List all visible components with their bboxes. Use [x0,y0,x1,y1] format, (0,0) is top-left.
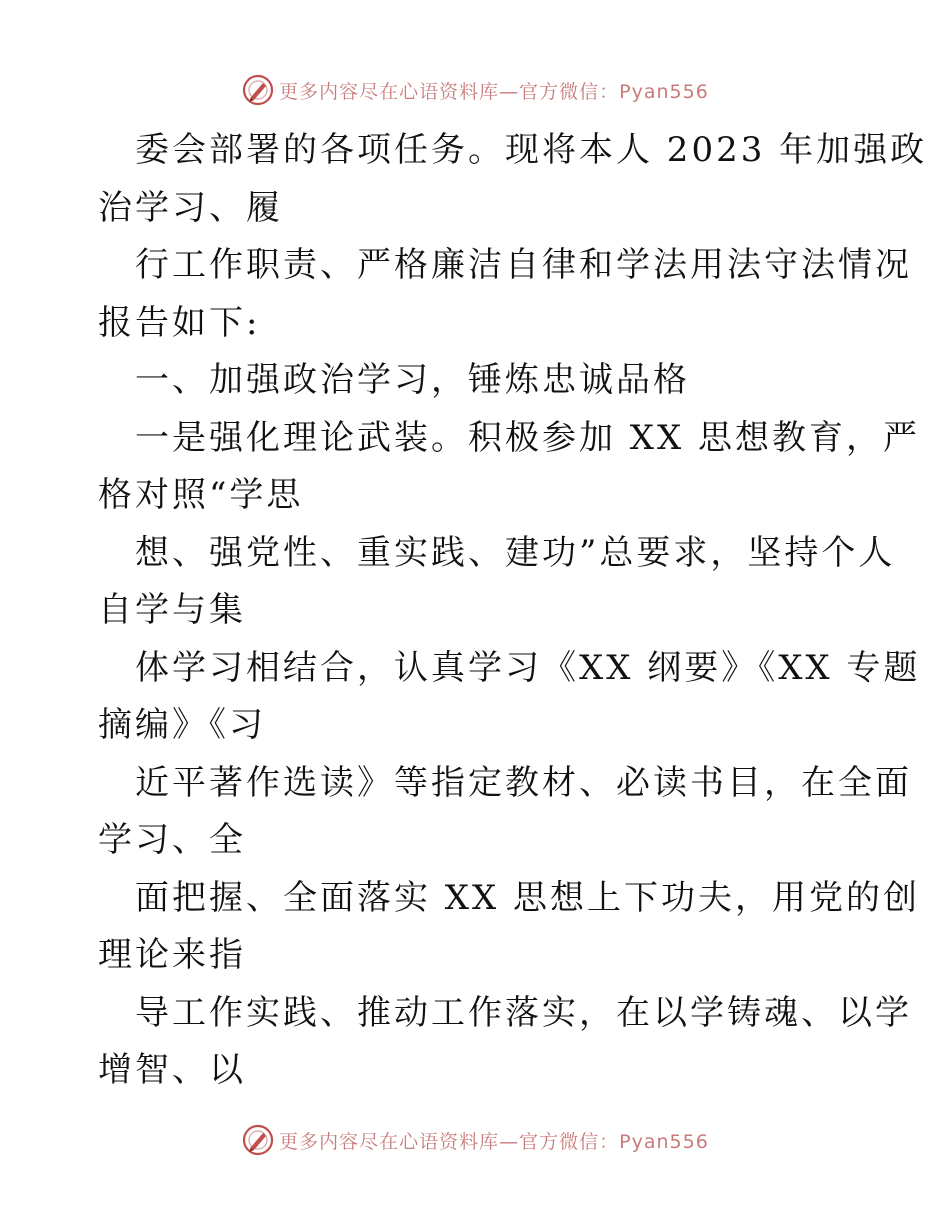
body-line: 报告如下: [98,302,261,343]
section-heading: 一、加强政治学习，锤炼忠诚品格 [135,360,690,400]
watermark-text: 更多内容尽在心语资料库—官方微信：Pyan556 [279,80,709,103]
body-line: 理论来指 [98,935,246,975]
pen-logo-icon [241,1123,275,1157]
body-line: 治学习、履 [98,187,283,228]
pen-logo-icon [241,73,275,107]
body-line: 想、强党性、重实践、建功”总要求，坚持个人 [135,532,896,573]
body-line: 体学习相结合，认真学习《XX 纲要》《XX 专题 [135,647,921,688]
body-line: 一是强化理论武装。积极参加 XX 思想教育，严 [135,417,921,458]
body-line: 摘编》《习 [98,705,266,745]
body-line: 导工作实践、推动工作落实，在以学铸魂、以学 [135,992,912,1033]
body-line: 行工作职责、严格廉洁自律和学法用法守法情况 [135,245,912,285]
body-line: 近平著作选读》等指定教材、必读书目，在全面 [135,762,912,803]
body-line: 委会部署的各项任务。现将本人 2023 年加强政 [135,130,928,170]
body-line: 格对照“学思 [98,475,304,515]
document-body [98,122,928,1100]
watermark-banner-top [0,70,950,110]
watermark-text: 更多内容尽在心语资料库—官方微信：Pyan556 [279,1130,709,1153]
body-line: 增智、以 [98,1050,246,1090]
body-line: 学习、全 [98,820,246,860]
body-line: 面把握、全面落实 XX 思想上下功夫，用党的创 [135,877,921,918]
body-line: 自学与集 [98,590,246,630]
watermark-banner-bottom [0,1120,950,1160]
